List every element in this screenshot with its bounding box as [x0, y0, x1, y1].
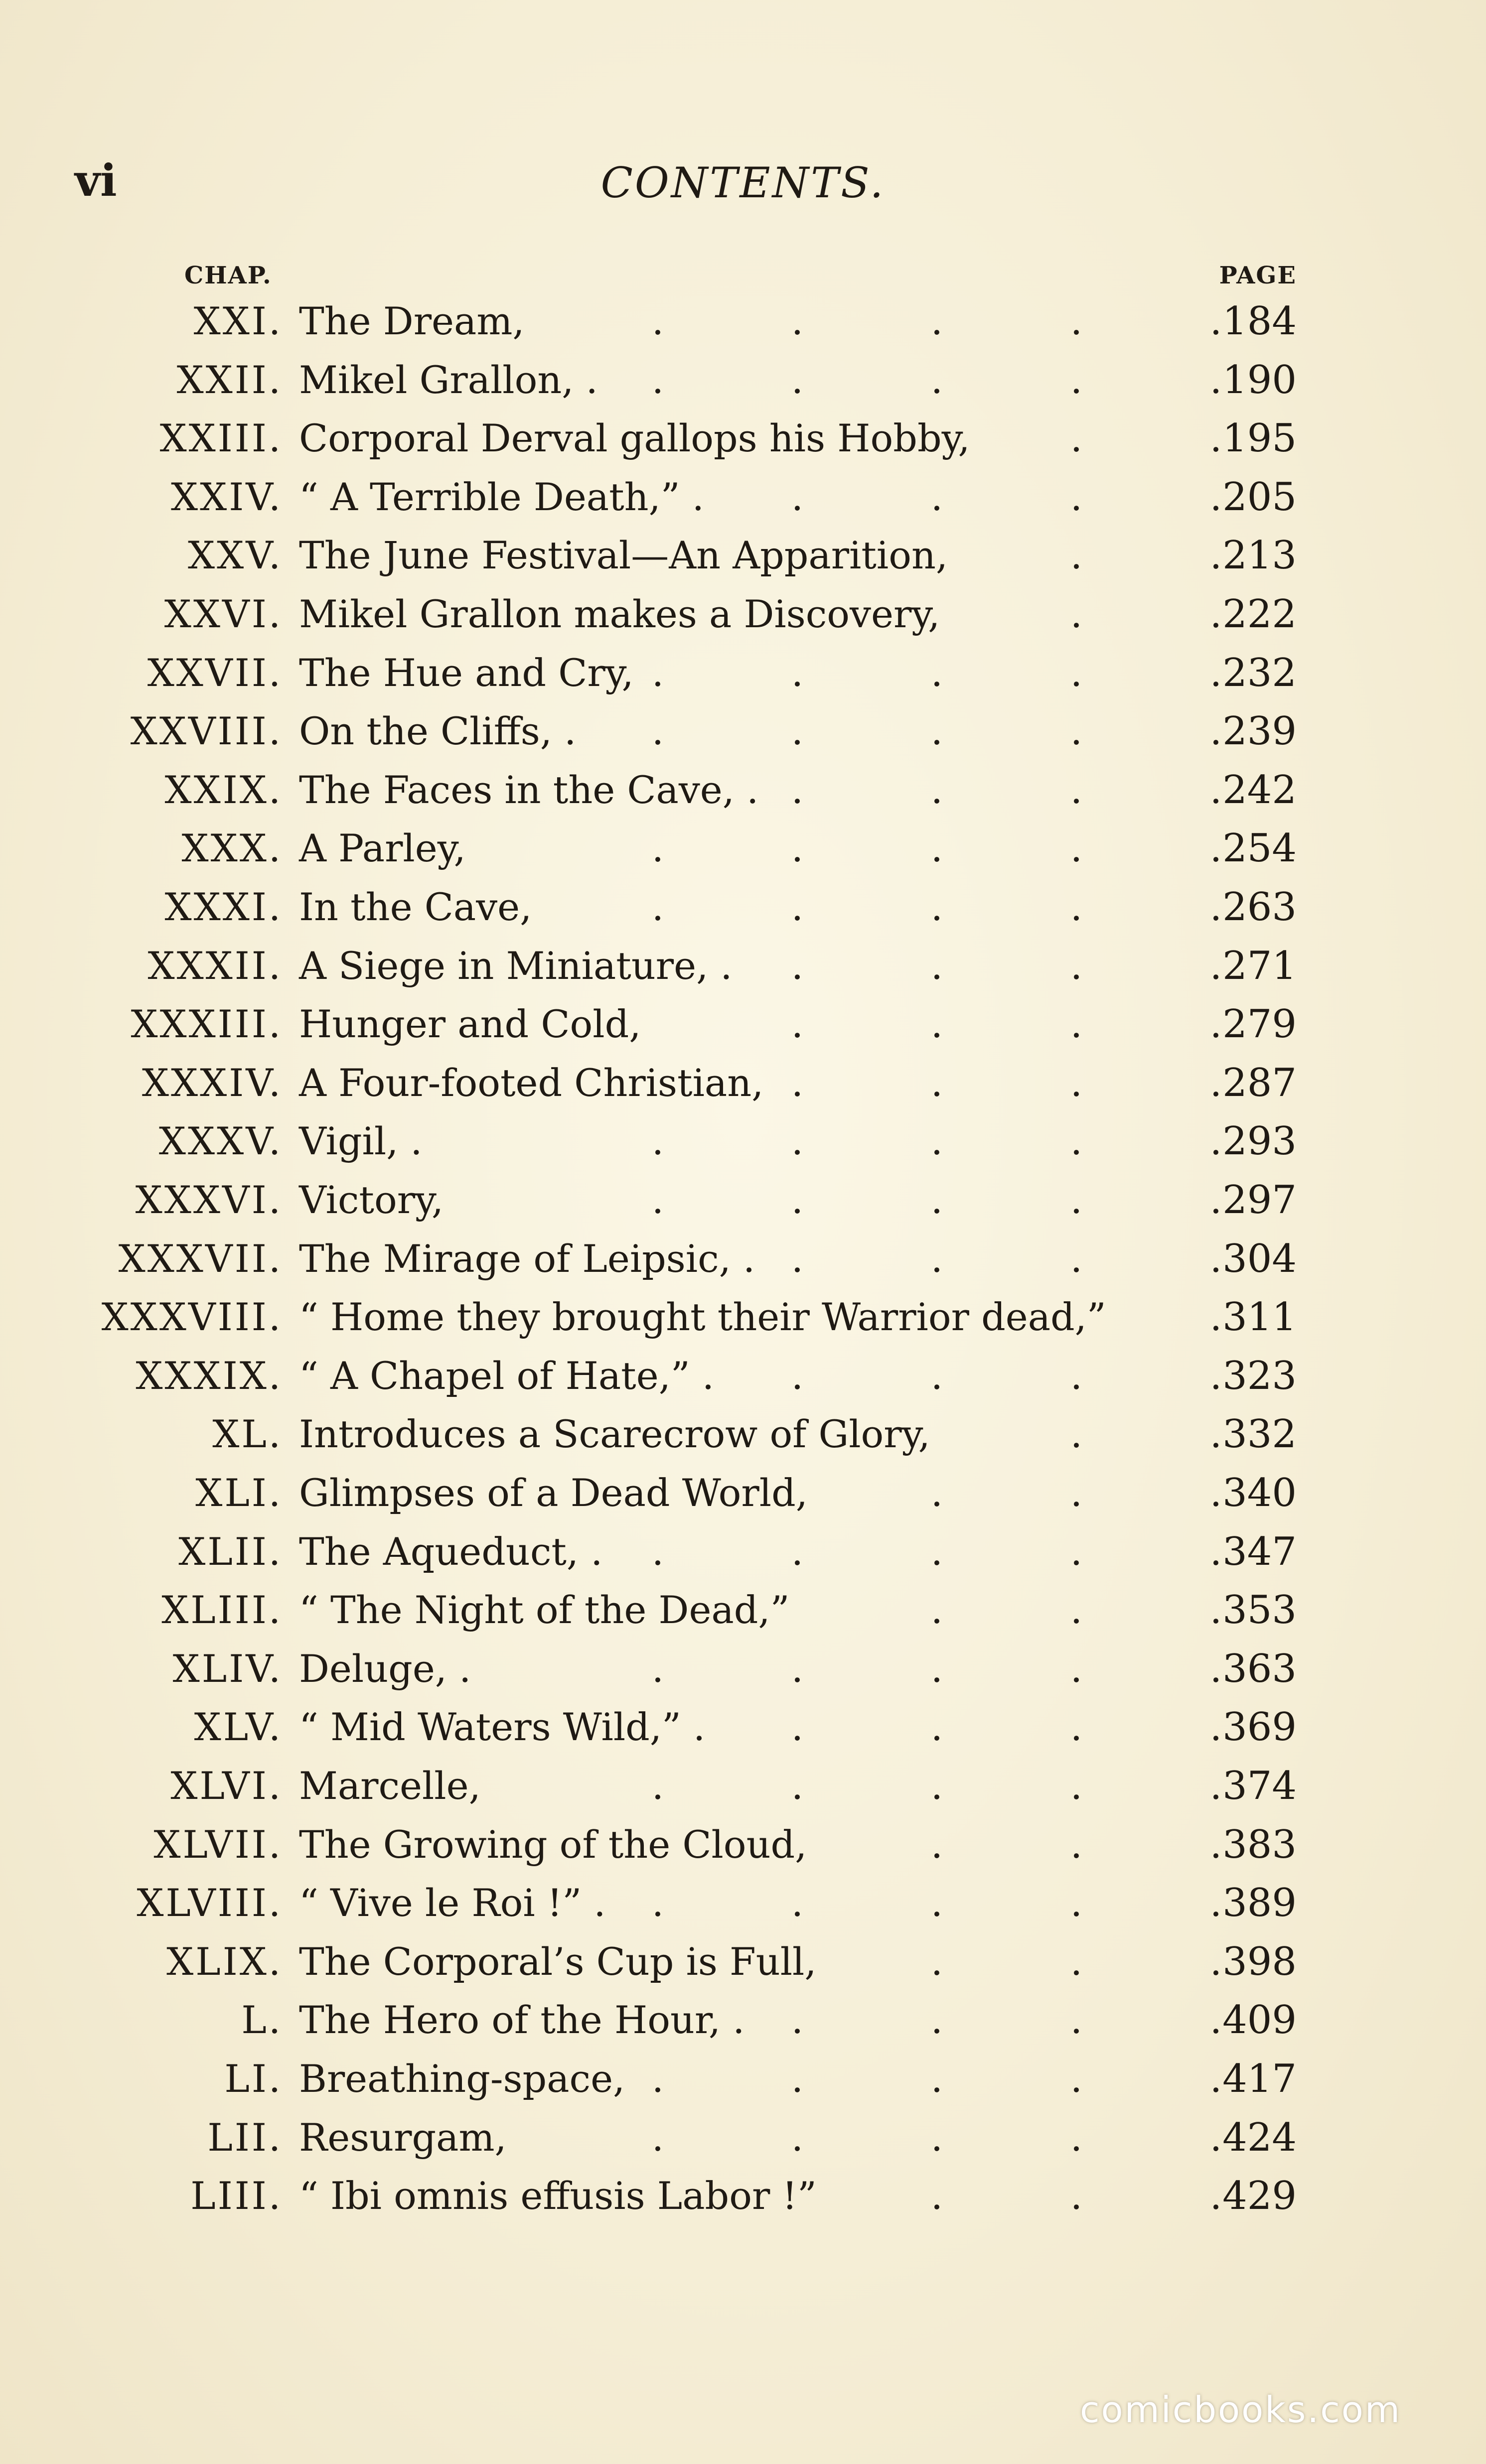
chapter-title: The Mirage of Leipsic, . — [299, 1236, 755, 1281]
page-number: 287 — [1222, 1060, 1297, 1105]
chapter-number: XLII. — [178, 1529, 283, 1574]
chapter-title: The Faces in the Cave, . — [299, 767, 759, 812]
page-number: 222 — [1222, 592, 1297, 637]
page-number: 323 — [1222, 1353, 1297, 1398]
chapter-number: L. — [241, 1998, 283, 2043]
contents-entry — [0, 416, 1486, 475]
chapter-title: Mikel Grallon makes a Discovery, — [299, 592, 940, 636]
page-number: 353 — [1222, 1588, 1297, 1633]
contents-entry — [0, 1412, 1486, 1471]
dot-leader: . . . . — [791, 1705, 1222, 1750]
page-number: 311 — [1222, 1295, 1297, 1340]
page-number: 369 — [1222, 1705, 1297, 1750]
dot-leader: . . — [1070, 533, 1222, 578]
chapter-number: XL. — [212, 1412, 283, 1457]
chapter-number: XXIV. — [171, 474, 283, 519]
page-number: 213 — [1222, 533, 1297, 578]
chapter-number: XXXIV. — [142, 1060, 283, 1105]
dot-leader: . . . — [930, 2174, 1222, 2218]
chapter-number: LIII. — [190, 2174, 283, 2218]
chapter-number: XLIV. — [172, 1646, 283, 1691]
page-folio: vi — [75, 154, 117, 206]
contents-entry — [0, 2056, 1486, 2115]
page-number: 205 — [1222, 474, 1297, 520]
dot-leader: . . . . — [791, 1998, 1222, 2043]
chapter-title: “ A Chapel of Hate,” . — [299, 1353, 715, 1398]
chapter-title: “ Home they brought their Warrior dead,” — [299, 1295, 1106, 1340]
dot-leader: . . . . . — [651, 826, 1222, 871]
dot-leader: . . . . — [791, 1060, 1222, 1105]
chapter-title: A Siege in Miniature, . — [299, 943, 733, 988]
dot-leader: . . . . . — [651, 1881, 1222, 1925]
contents-entry — [0, 1881, 1486, 1939]
contents-entry — [0, 768, 1486, 826]
chap-column-label: CHAP. — [184, 262, 272, 289]
page-number: 409 — [1222, 1998, 1297, 2043]
chapter-number: XXXIII. — [131, 1002, 283, 1047]
chapter-title: Marcelle, — [299, 1764, 481, 1808]
dot-leader: . . . — [930, 1822, 1222, 1867]
dot-leader: . . . . . — [651, 885, 1222, 929]
chapter-title: The Hue and Cry, — [299, 650, 634, 695]
chapter-title: In the Cave, — [299, 885, 532, 929]
chapter-title: Introduces a Scarecrow of Glory, — [299, 1412, 930, 1457]
chapter-title: Breathing-space, — [299, 2056, 625, 2101]
chapter-title: The Dream, — [299, 299, 525, 343]
page-number: 389 — [1222, 1881, 1297, 1926]
chapter-number: XXII. — [176, 357, 283, 402]
contents-entry — [0, 1236, 1486, 1295]
contents-entry — [0, 1529, 1486, 1588]
chapter-title: A Four-footed Christian, — [299, 1060, 764, 1105]
dot-leader: . . — [1070, 1412, 1222, 1457]
chapter-title: “ A Terrible Death,” . — [299, 474, 704, 519]
dot-leader: . . . . . — [651, 2056, 1222, 2101]
contents-entry — [0, 651, 1486, 709]
chapter-number: LI. — [224, 2056, 283, 2101]
page-number: 424 — [1222, 2115, 1297, 2160]
page-number: 340 — [1222, 1471, 1297, 1515]
dot-leader: . . . . — [791, 767, 1222, 812]
contents-entry — [0, 1061, 1486, 1119]
contents-entry — [0, 1354, 1486, 1412]
page-number: 332 — [1222, 1412, 1297, 1457]
chapter-title: Deluge, . — [299, 1646, 471, 1691]
page-number: 429 — [1222, 2174, 1297, 2219]
chapter-title: Hunger and Cold, — [299, 1002, 641, 1047]
contents-entry — [0, 1178, 1486, 1236]
chapter-number: XXVIII. — [130, 709, 283, 754]
dot-leader: . . . . . — [651, 1646, 1222, 1691]
chapter-title: The Corporal’s Cup is Full, — [299, 1939, 817, 1984]
chapter-title: A Parley, — [299, 826, 466, 871]
page-column-label: PAGE — [1219, 262, 1297, 289]
dot-leader: . . . . . — [651, 709, 1222, 754]
contents-entry — [0, 1998, 1486, 2056]
chapter-title: “ Mid Waters Wild,” . — [299, 1705, 706, 1750]
chapter-number: XXXVI. — [135, 1178, 283, 1222]
chapter-number: XXVI. — [164, 592, 283, 636]
chapter-number: XLIX. — [166, 1939, 283, 1984]
chapter-title: Resurgam, — [299, 2115, 507, 2160]
chapter-number: XXXV. — [158, 1119, 283, 1164]
page-number: 347 — [1222, 1529, 1297, 1574]
dot-leader: . . . — [930, 1471, 1222, 1515]
page-number: 190 — [1222, 357, 1297, 403]
contents-entry — [0, 709, 1486, 768]
page-number: 417 — [1222, 2056, 1297, 2101]
contents-entry — [0, 2115, 1486, 2174]
dot-leader: . . . — [930, 1588, 1222, 1633]
chapter-title: The Growing of the Cloud, — [299, 1822, 807, 1867]
dot-leader: . . . . . — [651, 1119, 1222, 1164]
dot-leader: . . . . . — [651, 299, 1222, 343]
contents-entry — [0, 1822, 1486, 1881]
chapter-title: Mikel Grallon, . — [299, 357, 598, 402]
chapter-number: XXIII. — [159, 416, 283, 461]
dot-leader: . . . . . — [651, 1764, 1222, 1808]
chapter-number: XLVIII. — [137, 1881, 283, 1925]
chapter-title: Glimpses of a Dead World, — [299, 1471, 808, 1515]
contents-entry — [0, 592, 1486, 651]
contents-entry — [0, 1764, 1486, 1822]
chapter-number: XXXVII. — [118, 1236, 283, 1281]
chapter-number: XXI. — [193, 299, 283, 343]
dot-leader: . . . — [930, 1939, 1222, 1984]
chapter-title: Vigil, . — [299, 1119, 423, 1164]
chapter-title: “ Ibi omnis effusis Labor !” — [299, 2174, 817, 2218]
chapter-number: XLVII. — [153, 1822, 283, 1867]
chapter-number: XLVI. — [170, 1764, 283, 1808]
chapter-number: XLI. — [195, 1471, 283, 1515]
page-number: 232 — [1222, 650, 1297, 695]
contents-entry — [0, 1646, 1486, 1705]
contents-entry — [0, 1295, 1486, 1354]
page-number: 239 — [1222, 709, 1297, 754]
dot-leader: . . . . — [791, 1002, 1222, 1047]
page-number: 271 — [1222, 943, 1297, 988]
dot-leader: . — [1209, 1295, 1222, 1340]
contents-entry — [0, 475, 1486, 534]
page-number: 297 — [1222, 1178, 1297, 1223]
contents-entry — [0, 2174, 1486, 2232]
contents-entry — [0, 533, 1486, 592]
chapter-title: “ The Night of the Dead,” — [299, 1588, 790, 1633]
dot-leader: . . . . . — [651, 2115, 1222, 2160]
chapter-number: XXXIX. — [136, 1353, 283, 1398]
page-number: 254 — [1222, 826, 1297, 871]
chapter-number: XXX. — [181, 826, 283, 871]
page-number: 304 — [1222, 1236, 1297, 1281]
chapter-number: XXV. — [188, 533, 283, 578]
dot-leader: . . — [1070, 592, 1222, 636]
chapter-title: Corporal Derval gallops his Hobby, — [299, 416, 970, 461]
dot-leader: . . — [1070, 416, 1222, 461]
contents-entry — [0, 1119, 1486, 1178]
running-head: CONTENTS. — [600, 158, 886, 207]
page-number: 293 — [1222, 1119, 1297, 1164]
dot-leader: . . . . — [791, 1353, 1222, 1398]
page-number: 242 — [1222, 767, 1297, 813]
page-number: 279 — [1222, 1002, 1297, 1047]
page-number: 383 — [1222, 1822, 1297, 1867]
page-number: 363 — [1222, 1646, 1297, 1691]
chapter-title: The Hero of the Hour, . — [299, 1998, 745, 2043]
chapter-number: XLV. — [194, 1705, 283, 1750]
chapter-number: XXVII. — [147, 650, 283, 695]
dot-leader: . . . . . — [651, 1529, 1222, 1574]
contents-entry — [0, 1705, 1486, 1764]
page-number: 195 — [1222, 416, 1297, 461]
dot-leader: . . . . . — [651, 650, 1222, 695]
chapter-title: The June Festival—An Apparition, — [299, 533, 948, 578]
dot-leader: . . . . — [791, 1236, 1222, 1281]
contents-entry — [0, 885, 1486, 944]
chapter-number: XXIX. — [164, 767, 283, 812]
contents-entry — [0, 1471, 1486, 1529]
chapter-title: Victory, — [299, 1178, 444, 1222]
dot-leader: . . . . . — [651, 357, 1222, 402]
dot-leader: . . . . — [791, 474, 1222, 519]
page-number: 374 — [1222, 1764, 1297, 1808]
contents-entry — [0, 1939, 1486, 1998]
contents-entry — [0, 1588, 1486, 1646]
page-number: 263 — [1222, 885, 1297, 930]
contents-entry — [0, 358, 1486, 416]
chapter-number: XXXI. — [164, 885, 283, 929]
watermark: comicbooks.com — [1079, 2389, 1401, 2431]
chapter-number: XXXII. — [148, 943, 283, 988]
page-number: 184 — [1222, 299, 1297, 344]
contents-entry — [0, 826, 1486, 885]
contents-entry — [0, 299, 1486, 358]
dot-leader: . . . . — [791, 943, 1222, 988]
chapter-title: The Aqueduct, . — [299, 1529, 603, 1574]
chapter-number: LII. — [207, 2115, 283, 2160]
dot-leader: . . . . . — [651, 1178, 1222, 1222]
chapter-title: On the Cliffs, . — [299, 709, 577, 754]
contents-entry — [0, 944, 1486, 1002]
chapter-title: “ Vive le Roi !” . — [299, 1881, 606, 1925]
contents-entry — [0, 1002, 1486, 1061]
chapter-number: XXXVIII. — [101, 1295, 283, 1340]
page-number: 398 — [1222, 1939, 1297, 1984]
chapter-number: XLIII. — [161, 1588, 283, 1633]
